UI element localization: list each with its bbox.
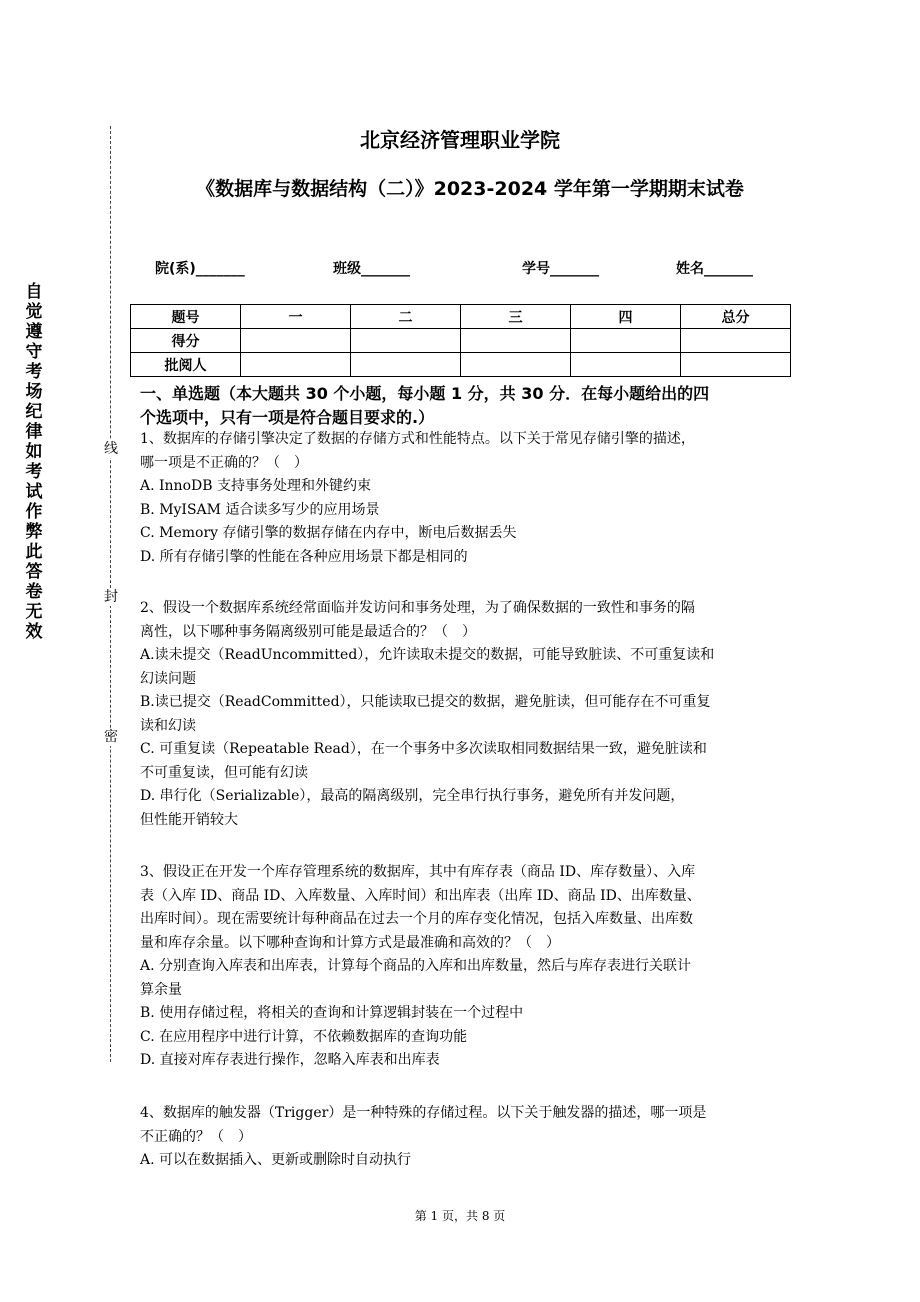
grader-cell[interactable]	[461, 353, 571, 377]
question-stem-line: 表（入库 ID、商品 ID、入库数量、入库时间）和出库表（出库 ID、商品 ID、出库数量、	[140, 887, 701, 904]
notice-char: 无	[25, 602, 43, 622]
option-line[interactable]: 算余量	[140, 981, 182, 998]
table-row	[131, 305, 791, 329]
notice-char: 试	[25, 482, 43, 502]
page-footer: 第 1 页，共 8 页	[414, 1209, 506, 1223]
notice-char: 卷	[25, 582, 43, 602]
notice-char: 此	[25, 542, 43, 562]
notice-char: 觉	[25, 302, 43, 322]
option-line[interactable]: D. 所有存储引擎的性能在各种应用场景下都是相同的	[140, 548, 468, 565]
table-header-cell: 题号	[131, 305, 241, 329]
exam-title: 《数据库与数据结构（二）》2023-2024 学年第一学期期末试卷	[196, 178, 744, 200]
option-line[interactable]: D. 串行化（Serializable），最高的隔离级别，完全串行执行事务，避免所有并发问题，	[140, 788, 685, 804]
question-3	[140, 861, 792, 1073]
cut-mark-line: 线	[104, 441, 118, 457]
option-line[interactable]: A. InnoDB 支持事务处理和外键约束	[140, 478, 371, 494]
notice-char: 场	[25, 382, 43, 402]
score-cell[interactable]	[461, 329, 571, 353]
section-heading	[140, 382, 790, 430]
grader-row-label: 批阅人	[131, 353, 241, 377]
option-line[interactable]: B. 使用存储过程，将相关的查询和计算逻辑封装在一个过程中	[140, 1005, 524, 1021]
cut-mark-seal: 封	[104, 589, 118, 605]
cut-mark-secret: 密	[104, 729, 118, 745]
question-2	[140, 597, 792, 832]
option-line[interactable]: B.读已提交（ReadCommitted），只能读取已提交的数据，避免脏读，但可能存在不可重复	[140, 694, 711, 710]
question-4	[140, 1102, 792, 1173]
option-line[interactable]: C. Memory 存储引擎的数据存储在内存中，断电后数据丢失	[140, 525, 517, 541]
table-header-cell: 三	[461, 305, 571, 329]
grader-cell[interactable]	[571, 353, 681, 377]
question-stem-line: 出库时间）。现在需要统计每种商品在过去一个月的库存变化情况，包括入库数量、出库数	[140, 911, 693, 927]
question-stem-line: 哪一项是不正确的？（ ）	[140, 454, 308, 471]
score-row-label: 得分	[131, 329, 241, 353]
table-header-cell: 一	[241, 305, 351, 329]
notice-char: 如	[25, 442, 43, 462]
notice-char: 遵	[25, 322, 43, 342]
option-line[interactable]: A. 可以在数据插入、更新或删除时自动执行	[140, 1152, 412, 1168]
question-stem-line: 4、数据库的触发器（Trigger）是一种特殊的存储过程。以下关于触发器的描述，哪一项是	[140, 1105, 707, 1121]
table-row	[131, 329, 791, 353]
class-field[interactable]: 班级_______	[333, 261, 410, 277]
notice-char: 自	[25, 282, 43, 302]
student-id-field[interactable]: 学号_______	[522, 261, 599, 277]
table-row	[131, 353, 791, 377]
notice-char: 答	[25, 562, 43, 582]
score-cell[interactable]	[571, 329, 681, 353]
table-header-cell: 二	[351, 305, 461, 329]
question-stem-line: 2、假设一个数据库系统经常面临并发访问和事务处理，为了确保数据的一致性和事务的隔	[140, 600, 695, 616]
table-header-cell: 总分	[681, 305, 791, 329]
notice-char: 纪	[25, 402, 43, 422]
option-line[interactable]: 不可重复读，但可能有幻读	[140, 764, 308, 781]
score-cell[interactable]	[241, 329, 351, 353]
option-line[interactable]: D. 直接对库存表进行操作，忽略入库表和出库表	[140, 1052, 440, 1068]
notice-char: 作	[25, 502, 43, 522]
section-heading-line: 一、单选题（本大题共 30 个小题，每小题 1 分，共 30 分．在每小题给出的四	[140, 384, 710, 403]
dept-field[interactable]: 院(系)_______	[155, 261, 245, 277]
student-info-row	[155, 258, 775, 280]
option-line[interactable]: A. 分别查询入库表和出库表，计算每个商品的入库和出库数量，然后与库存表进行关联计	[140, 958, 692, 974]
score-cell[interactable]	[351, 329, 461, 353]
name-field[interactable]: 姓名_______	[676, 261, 753, 277]
grader-cell[interactable]	[681, 353, 791, 377]
notice-char: 考	[25, 462, 43, 482]
notice-char: 效	[25, 622, 43, 642]
table-header-cell: 四	[571, 305, 681, 329]
school-name: 北京经济管理职业学院	[360, 128, 560, 152]
option-line[interactable]: 读和幻读	[140, 717, 196, 734]
option-line[interactable]: C. 在应用程序中进行计算，不依赖数据库的查询功能	[140, 1028, 468, 1045]
notice-char: 考	[25, 362, 43, 382]
option-line[interactable]: A.读未提交（ReadUncommitted），允许读取未提交的数据，可能导致脏读、不可重复读和	[140, 647, 715, 663]
question-1	[140, 428, 792, 569]
grader-cell[interactable]	[351, 353, 461, 377]
score-cell[interactable]	[681, 329, 791, 353]
question-stem-line: 1、数据库的存储引擎决定了数据的存储方式和性能特点。以下关于常见存储引擎的描述，	[140, 431, 695, 447]
question-stem-line: 3、假设正在开发一个库存管理系统的数据库，其中有库存表（商品 ID、库存数量）、入库	[140, 864, 696, 880]
notice-char: 弊	[25, 522, 43, 542]
option-line[interactable]: 但性能开销较大	[140, 811, 238, 828]
option-line[interactable]: B. MyISAM 适合读多写少的应用场景	[140, 501, 380, 518]
section-heading-line: 个选项中，只有一项是符合题目要求的.）	[140, 408, 435, 427]
option-line[interactable]: 幻读问题	[140, 670, 196, 687]
question-stem-line: 量和库存余量。以下哪种查询和计算方式是最准确和高效的？（ ）	[140, 934, 560, 951]
grader-cell[interactable]	[241, 353, 351, 377]
notice-char: 律	[25, 422, 43, 442]
question-stem-line: 离性，以下哪种事务隔离级别可能是最适合的？（ ）	[140, 623, 476, 640]
score-table	[130, 304, 791, 377]
question-stem-line: 不正确的？（ ）	[140, 1128, 252, 1145]
exam-discipline-notice	[22, 282, 46, 642]
notice-char: 守	[25, 342, 43, 362]
option-line[interactable]: C. 可重复读（Repeatable Read），在一个事务中多次读取相同数据结果一致，避免脏读和	[140, 741, 707, 757]
